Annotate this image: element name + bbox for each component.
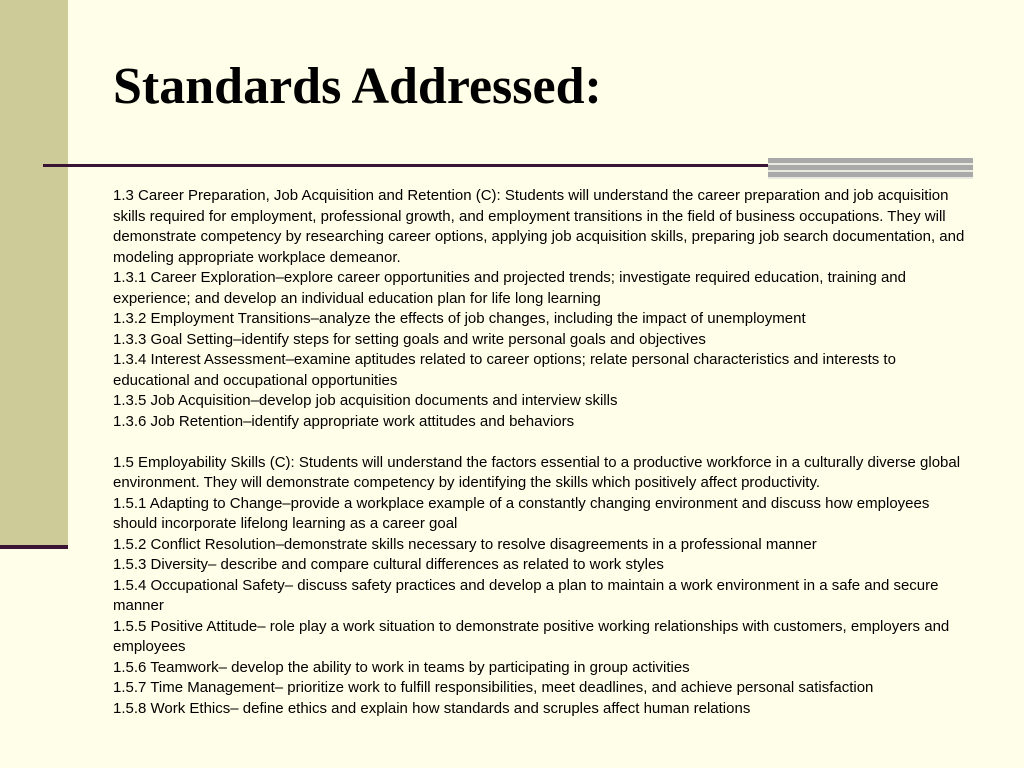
gray-accent-stripes — [768, 158, 973, 179]
standard-item: 1.5.2 Conflict Resolution–demonstrate skills necessary to resolve disagreements in a professional manner — [113, 535, 817, 553]
standard-item: 1.5.6 Teamwork– develop the ability to work in teams by participating in group activities — [113, 658, 690, 676]
standard-item: 1.3.3 Goal Setting–identify steps for setting goals and write personal goals and objectives — [113, 330, 706, 348]
standard-item: 1.3.1 Career Exploration–explore career opportunities and projected trends; investigate required education, training and experience; and develop an individual education plan for life long learning — [113, 269, 906, 307]
standard-item: 1.5.7 Time Management– prioritize work to fulfill responsibilities, meet deadlines, and achieve personal satisfaction — [113, 679, 874, 696]
side-band-rule — [0, 545, 68, 549]
paragraph-spacer — [113, 432, 973, 453]
standard-item: 1.3.4 Interest Assessment–examine aptitudes related to career options; relate personal characteristics and interests to educational and occupational opportunities — [113, 351, 896, 389]
side-band — [0, 0, 68, 545]
slide-body — [113, 186, 973, 719]
standard-item: 1.5.1 Adapting to Change–provide a workplace example of a constantly changing environment and discuss how employees should incorporate lifelong learning as a career goal — [113, 494, 930, 532]
standard-item: 1.5.5 Positive Attitude– role play a work situation to demonstrate positive working relationships with customers, employers and employees — [113, 617, 950, 655]
standard-intro: 1.5 Employability Skills (C): Students will understand the factors essential to a productive workforce in a culturally diverse global environment. They will demonstrate competency by identifying the skills which positively affect productivity. — [113, 453, 961, 491]
standard-item: 1.5.4 Occupational Safety– discuss safety practices and develop a plan to maintain a work environment in a safe and secure manner — [113, 576, 939, 614]
standard-item: 1.3.2 Employment Transitions–analyze the effects of job changes, including the impact of unemployment — [113, 310, 806, 327]
standard-item: 1.5.8 Work Ethics– define ethics and explain how standards and scruples affect human relations — [113, 699, 751, 717]
slide-title: Standards Addressed: — [113, 58, 602, 115]
standard-intro: 1.3 Career Preparation, Job Acquisition and Retention (C): Students will understand the career preparation and job acquisition skills required for employment, professional growth, and employment transitions in the field of business occupations. They will demonstrate competency by researching career options, applying job acquisition skills, preparing job search documentation, and modeling appropriate workplace demeanor. — [113, 187, 965, 266]
standard-item: 1.5.3 Diversity– describe and compare cultural differences as related to work styles — [113, 556, 664, 573]
standard-item: 1.3.5 Job Acquisition–develop job acquisition documents and interview skills — [113, 392, 618, 409]
standard-item: 1.3.6 Job Retention–identify appropriate work attitudes and behaviors — [113, 412, 575, 430]
title-divider — [43, 164, 769, 167]
